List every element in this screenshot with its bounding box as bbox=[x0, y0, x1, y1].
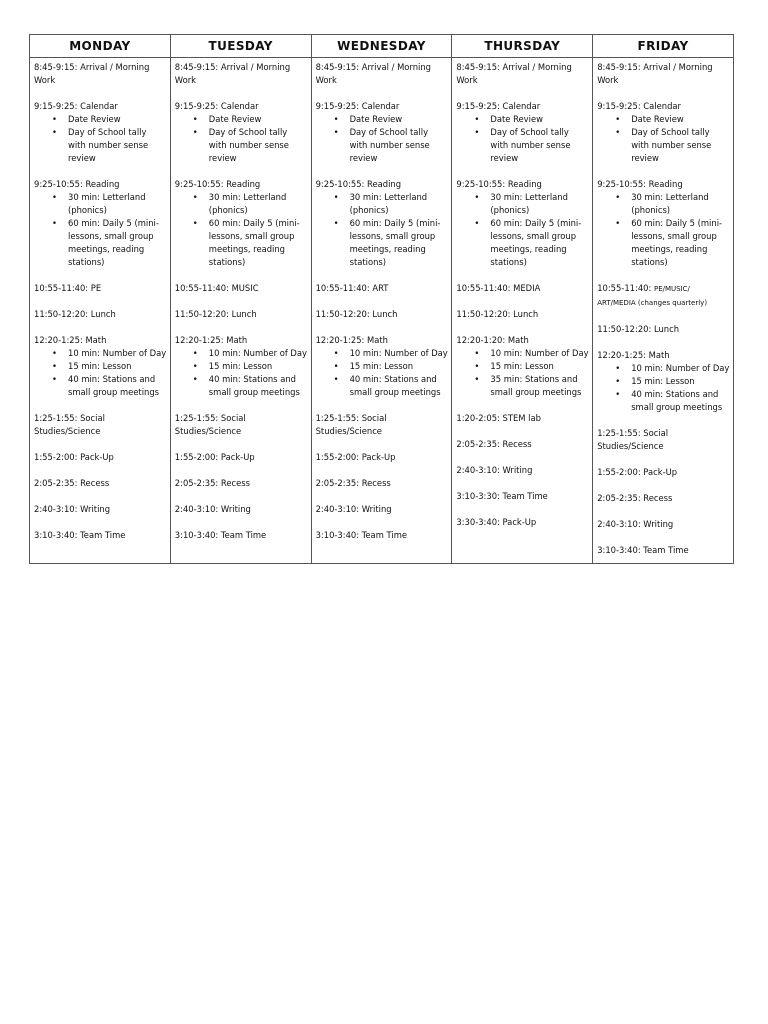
time-block-label bbox=[316, 334, 449, 347]
bullet-item: • 40 min: Stations and small group meetings bbox=[350, 373, 449, 399]
weekly-schedule-table bbox=[29, 34, 734, 564]
time-block bbox=[175, 477, 308, 490]
time-block-label bbox=[175, 178, 308, 191]
time-block-label bbox=[456, 178, 589, 191]
time-block bbox=[316, 282, 449, 295]
day-column-tuesday bbox=[170, 58, 311, 564]
time-block-text: 9:15-9:25: Calendar bbox=[597, 101, 681, 111]
time-block-label bbox=[316, 477, 449, 490]
time-block-text: 3:10-3:40: Team Time bbox=[174, 530, 267, 540]
day-header-friday: FRIDAY bbox=[593, 35, 734, 58]
time-block bbox=[456, 100, 589, 165]
time-block-text: 3:10-3:40: Team Time bbox=[597, 545, 689, 555]
time-block bbox=[456, 516, 589, 529]
time-block-text: 3:30-3:40: Pack-Up bbox=[456, 517, 537, 527]
bullet-item: • Day of School tally with number sense review bbox=[631, 126, 730, 165]
bullet-item: • 60 min: Daily 5 (mini-lessons, small group meetings, reading stations) bbox=[631, 217, 730, 269]
time-block-text: 3:10-3:40: Team Time bbox=[315, 530, 408, 540]
bullet-item: • 30 min: Letterland (phonics) bbox=[209, 191, 308, 217]
bullet-item: • 10 min: Number of Day bbox=[631, 362, 730, 375]
time-block-label bbox=[34, 61, 167, 87]
time-block-label bbox=[597, 349, 730, 362]
time-block-text: 10:55-11:40: bbox=[597, 283, 654, 293]
bullet-item: • Date Review bbox=[631, 113, 730, 126]
time-block bbox=[597, 178, 730, 269]
time-block-label bbox=[34, 282, 167, 295]
time-block-text: 9:15-9:25: Calendar bbox=[315, 101, 400, 111]
time-block-text: 9:15-9:25: Calendar bbox=[456, 101, 541, 111]
time-block bbox=[34, 100, 167, 165]
time-block bbox=[34, 282, 167, 295]
time-block-subitems bbox=[175, 347, 308, 399]
time-block-text: 1:55-2:00: Pack-Up bbox=[34, 452, 114, 462]
time-block bbox=[316, 61, 449, 87]
time-block-text: 8:45-9:15: Arrival / Morning Work bbox=[456, 62, 572, 85]
time-block-label bbox=[597, 61, 730, 87]
bullet-item: • Day of School tally with number sense review bbox=[209, 126, 308, 165]
bullet-item: • 15 min: Lesson bbox=[209, 360, 308, 373]
bullet-item: • Date Review bbox=[209, 113, 308, 126]
time-block-text: 8:45-9:15: Arrival / Morning Work bbox=[174, 62, 291, 85]
time-block-text: 2:40-3:10: Writing bbox=[456, 465, 533, 475]
time-block-text: 2:40-3:10: Writing bbox=[174, 504, 251, 514]
time-block bbox=[597, 427, 730, 453]
bullet-item: • 30 min: Letterland (phonics) bbox=[631, 191, 730, 217]
time-block bbox=[175, 412, 308, 438]
time-block-label bbox=[175, 451, 308, 464]
time-block-label bbox=[456, 334, 589, 347]
time-block bbox=[456, 490, 589, 503]
time-block-label bbox=[456, 100, 589, 113]
time-block bbox=[597, 492, 730, 505]
time-block bbox=[316, 412, 449, 438]
time-block-subitems bbox=[316, 113, 449, 165]
day-header-wednesday: WEDNESDAY bbox=[311, 35, 452, 58]
time-block-text: 2:40-3:10: Writing bbox=[34, 504, 111, 514]
time-block-text: 11:50-12:20: Lunch bbox=[34, 309, 116, 319]
bullet-item: • 30 min: Letterland (phonics) bbox=[68, 191, 167, 217]
time-block bbox=[597, 349, 730, 414]
bullet-item: • 15 min: Lesson bbox=[350, 360, 449, 373]
time-block-text: 1:55-2:00: Pack-Up bbox=[315, 452, 396, 462]
time-block-label bbox=[34, 451, 167, 464]
bullet-item: • 10 min: Number of Day bbox=[350, 347, 449, 360]
time-block bbox=[456, 334, 589, 399]
time-block-text: 1:20-2:05: STEM lab bbox=[456, 413, 541, 423]
time-block bbox=[456, 412, 589, 425]
time-block bbox=[456, 282, 589, 295]
time-block-text: 1:25-1:55: Social Studies/Science bbox=[315, 413, 387, 436]
time-block bbox=[175, 503, 308, 516]
bullet-item: • 30 min: Letterland (phonics) bbox=[350, 191, 449, 217]
time-block-text: 2:40-3:10: Writing bbox=[597, 519, 674, 529]
time-block-label bbox=[34, 412, 167, 438]
time-block-text: 10:55-11:40: MEDIA bbox=[456, 283, 541, 293]
time-block-text: 8:45-9:15: Arrival / Morning Work bbox=[315, 62, 431, 85]
time-block bbox=[34, 334, 167, 399]
bullet-item: • 15 min: Lesson bbox=[490, 360, 589, 373]
time-block-text: 10:55-11:40: ART bbox=[315, 283, 389, 293]
time-block-subitems bbox=[34, 113, 167, 165]
bullet-item: • 60 min: Daily 5 (mini-lessons, small group meetings, reading stations) bbox=[350, 217, 449, 269]
time-block-text: 10:55-11:40: PE bbox=[34, 283, 102, 293]
bullet-item: • 10 min: Number of Day bbox=[490, 347, 589, 360]
bullet-item: • Date Review bbox=[350, 113, 449, 126]
bullet-item: • 40 min: Stations and small group meetings bbox=[631, 388, 730, 414]
time-block-label bbox=[456, 412, 589, 425]
time-block-label bbox=[456, 61, 589, 87]
bullet-item: • 40 min: Stations and small group meetings bbox=[209, 373, 308, 399]
time-block bbox=[175, 529, 308, 542]
day-column-friday bbox=[593, 58, 734, 564]
time-block-subitems bbox=[34, 191, 167, 269]
time-block-label bbox=[597, 544, 730, 557]
bullet-item: • 10 min: Number of Day bbox=[68, 347, 167, 360]
time-block bbox=[316, 100, 449, 165]
time-block-label bbox=[34, 178, 167, 191]
time-block bbox=[316, 178, 449, 269]
day-column-monday bbox=[30, 58, 171, 564]
time-block bbox=[175, 100, 308, 165]
time-block bbox=[316, 503, 449, 516]
bullet-item: • Day of School tally with number sense review bbox=[350, 126, 449, 165]
time-block-label bbox=[34, 503, 167, 516]
time-block-text: 12:20-1:25: Math bbox=[597, 350, 670, 360]
bullet-item: • Date Review bbox=[490, 113, 589, 126]
time-block bbox=[597, 466, 730, 479]
time-block-subitems bbox=[316, 347, 449, 399]
time-block-text: 9:15-9:25: Calendar bbox=[34, 101, 118, 111]
time-block-text: 2:40-3:10: Writing bbox=[315, 504, 392, 514]
time-block-subitems bbox=[34, 347, 167, 399]
time-block-text: 1:25-1:55: Social Studies/Science bbox=[174, 413, 246, 436]
time-block-text: 11:50-12:20: Lunch bbox=[315, 309, 398, 319]
time-block bbox=[597, 100, 730, 165]
time-block-subitems bbox=[175, 191, 308, 269]
time-block bbox=[456, 61, 589, 87]
time-block-label bbox=[316, 178, 449, 191]
time-block bbox=[34, 178, 167, 269]
time-block bbox=[597, 282, 730, 310]
time-block-label bbox=[316, 308, 449, 321]
time-block-text: 9:25-10:55: Reading bbox=[597, 179, 683, 189]
time-block bbox=[456, 308, 589, 321]
time-block-text: 1:25-1:55: Social Studies/Science bbox=[597, 428, 669, 451]
time-block bbox=[316, 308, 449, 321]
time-block bbox=[597, 544, 730, 557]
time-block-text: 9:25-10:55: Reading bbox=[315, 179, 402, 189]
time-block-text: 2:05-2:35: Recess bbox=[597, 493, 673, 503]
bullet-item: • 60 min: Daily 5 (mini-lessons, small group meetings, reading stations) bbox=[490, 217, 589, 269]
time-block bbox=[34, 529, 167, 542]
time-block-label bbox=[175, 529, 308, 542]
time-block bbox=[316, 529, 449, 542]
time-block-text: 9:25-10:55: Reading bbox=[456, 179, 542, 189]
time-block-label bbox=[175, 282, 308, 295]
time-block-text: 2:05-2:35: Recess bbox=[456, 439, 532, 449]
time-block-subitems bbox=[597, 191, 730, 269]
time-block-label bbox=[597, 178, 730, 191]
time-block bbox=[597, 323, 730, 336]
time-block-label bbox=[316, 503, 449, 516]
time-block-text: 12:20-1:25: Math bbox=[174, 335, 248, 345]
time-block bbox=[597, 518, 730, 531]
time-block-label bbox=[316, 451, 449, 464]
time-block-label bbox=[456, 464, 589, 477]
time-block bbox=[175, 451, 308, 464]
time-block bbox=[456, 438, 589, 451]
time-block-label bbox=[34, 529, 167, 542]
time-block-label bbox=[34, 308, 167, 321]
time-block-label bbox=[175, 503, 308, 516]
bullet-item: • 15 min: Lesson bbox=[68, 360, 167, 373]
time-block bbox=[175, 308, 308, 321]
time-block-label bbox=[34, 100, 167, 113]
bullet-item: • Date Review bbox=[68, 113, 167, 126]
day-header-row bbox=[30, 35, 734, 58]
day-header-monday: MONDAY bbox=[30, 35, 171, 58]
day-header-thursday: THURSDAY bbox=[452, 35, 593, 58]
time-block-label bbox=[175, 100, 308, 113]
time-block bbox=[34, 503, 167, 516]
time-block bbox=[34, 451, 167, 464]
time-block bbox=[34, 412, 167, 438]
bullet-item: • 15 min: Lesson bbox=[631, 375, 730, 388]
time-block-label bbox=[597, 323, 730, 336]
time-block bbox=[456, 464, 589, 477]
time-block-label bbox=[316, 61, 449, 87]
time-block-subitems bbox=[456, 191, 589, 269]
schedule-row bbox=[30, 58, 734, 564]
bullet-item: • Day of School tally with number sense review bbox=[490, 126, 589, 165]
bullet-item: • 35 min: Stations and small group meetings bbox=[490, 373, 589, 399]
time-block-text: 11:50-12:20: Lunch bbox=[456, 309, 539, 319]
time-block-label bbox=[456, 516, 589, 529]
time-block-text: 2:05-2:35: Recess bbox=[174, 478, 250, 488]
time-block-text: 12:20-1:20: Math bbox=[456, 335, 529, 345]
time-block bbox=[175, 178, 308, 269]
time-block-subitems bbox=[316, 191, 449, 269]
time-block-text: 3:10-3:30: Team Time bbox=[456, 491, 548, 501]
bullet-item: • 10 min: Number of Day bbox=[209, 347, 308, 360]
time-block-text: 8:45-9:15: Arrival / Morning Work bbox=[597, 62, 713, 85]
time-block-label bbox=[175, 412, 308, 438]
time-block-text: 12:20-1:25: Math bbox=[34, 335, 107, 345]
time-block-text: 11:50-12:20: Lunch bbox=[174, 309, 257, 319]
time-block-text: 1:55-2:00: Pack-Up bbox=[174, 452, 255, 462]
time-block-label bbox=[597, 492, 730, 505]
time-block bbox=[316, 334, 449, 399]
time-block bbox=[316, 477, 449, 490]
time-block-text: 9:15-9:25: Calendar bbox=[174, 101, 259, 111]
time-block-label bbox=[597, 427, 730, 453]
time-block bbox=[175, 61, 308, 87]
day-column-wednesday bbox=[311, 58, 452, 564]
bullet-item: • 60 min: Daily 5 (mini-lessons, small group meetings, reading stations) bbox=[68, 217, 167, 269]
time-block-text: 1:25-1:55: Social Studies/Science bbox=[34, 413, 105, 436]
time-block-label bbox=[175, 308, 308, 321]
day-header-tuesday: TUESDAY bbox=[170, 35, 311, 58]
time-block-label bbox=[34, 477, 167, 490]
time-block bbox=[456, 178, 589, 269]
time-block bbox=[175, 334, 308, 399]
bullet-item: • 60 min: Daily 5 (mini-lessons, small group meetings, reading stations) bbox=[209, 217, 308, 269]
time-block-label bbox=[175, 61, 308, 87]
time-block-text: 2:05-2:35: Recess bbox=[315, 478, 391, 488]
time-block-text: 1:55-2:00: Pack-Up bbox=[597, 467, 678, 477]
time-block-text: 9:25-10:55: Reading bbox=[174, 179, 261, 189]
bullet-item: • 30 min: Letterland (phonics) bbox=[490, 191, 589, 217]
time-block bbox=[34, 477, 167, 490]
time-block-label bbox=[456, 438, 589, 451]
time-block-text: 9:25-10:55: Reading bbox=[34, 179, 120, 189]
time-block-subitems bbox=[456, 347, 589, 399]
time-block-subitems bbox=[456, 113, 589, 165]
time-block bbox=[316, 451, 449, 464]
time-block-text: 10:55-11:40: MUSIC bbox=[174, 283, 259, 293]
time-block-label bbox=[597, 282, 730, 310]
time-block-label bbox=[456, 282, 589, 295]
time-block bbox=[34, 308, 167, 321]
time-block-subitems bbox=[597, 362, 730, 414]
time-block-label bbox=[597, 466, 730, 479]
bullet-item: • Day of School tally with number sense review bbox=[68, 126, 167, 165]
time-block-note: PE/MUSIC/ ART/MEDIA (changes quarterly) bbox=[597, 285, 708, 307]
time-block-label bbox=[175, 334, 308, 347]
time-block-label bbox=[175, 477, 308, 490]
time-block-label bbox=[316, 282, 449, 295]
bullet-item: • 40 min: Stations and small group meetings bbox=[68, 373, 167, 399]
time-block-subitems bbox=[597, 113, 730, 165]
time-block-text: 3:10-3:40: Team Time bbox=[34, 530, 126, 540]
time-block bbox=[175, 282, 308, 295]
time-block-label bbox=[34, 334, 167, 347]
time-block-label bbox=[316, 100, 449, 113]
time-block-text: 11:50-12:20: Lunch bbox=[597, 324, 680, 334]
time-block bbox=[597, 61, 730, 87]
time-block-text: 8:45-9:15: Arrival / Morning Work bbox=[34, 62, 150, 85]
time-block-text: 12:20-1:25: Math bbox=[315, 335, 388, 345]
time-block-label bbox=[456, 308, 589, 321]
time-block-label bbox=[316, 412, 449, 438]
day-column-thursday bbox=[452, 58, 593, 564]
time-block-text: 2:05-2:35: Recess bbox=[34, 478, 110, 488]
time-block bbox=[34, 61, 167, 87]
time-block-subitems bbox=[175, 113, 308, 165]
time-block-label bbox=[456, 490, 589, 503]
time-block-label bbox=[316, 529, 449, 542]
time-block-label bbox=[597, 100, 730, 113]
time-block-label bbox=[597, 518, 730, 531]
